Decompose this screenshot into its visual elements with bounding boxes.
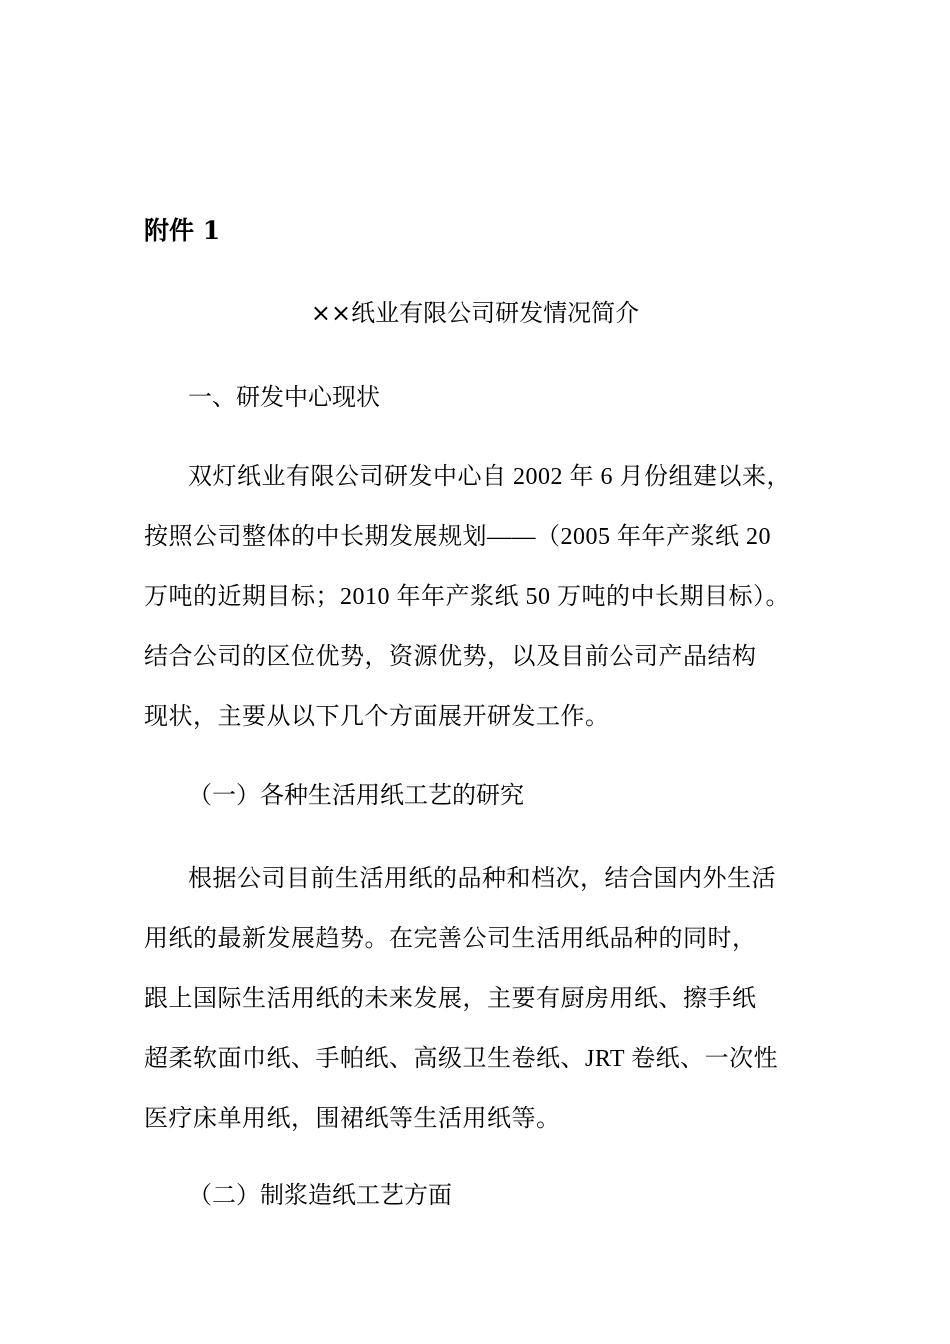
subsection-heading-pulping-papermaking: （二）制浆造纸工艺方面 [188,1181,452,1209]
paragraph-line: 用纸的最新发展趋势。在完善公司生活用纸品种的同时， [144,926,757,952]
section-heading-rd-center-status: 一、研发中心现状 [188,383,380,411]
paragraph-line: 跟上国际生活用纸的未来发展，主要有厨房用纸、擦手纸 [144,986,757,1012]
paragraph-line: 按照公司整体的中长期发展规划——（2005 年年产浆纸 20 [144,524,771,550]
attachment-label: 附件 1 [144,216,221,245]
document-title: ××纸业有限公司研发情况简介 [310,299,640,327]
paragraph-line: 万吨的近期目标；2010 年年产浆纸 50 万吨的中长期目标）。 [144,584,790,610]
section1-paragraph [144,447,806,747]
paragraph-line: 双灯纸业有限公司研发中心自 2002 年 6 月份组建以来， [188,464,791,490]
paragraph-line: 超柔软面巾纸、手帕纸、高级卫生卷纸、JRT 卷纸、一次性 [144,1046,779,1072]
paragraph-line: 结合公司的区位优势，资源优势，以及目前公司产品结构 [144,644,757,670]
subsection1-paragraph [144,849,806,1149]
subsection-heading-tissue-paper-research: （一）各种生活用纸工艺的研究 [188,781,524,809]
paragraph-line: 根据公司目前生活用纸的品种和档次，结合国内外生活 [188,866,776,892]
paragraph-line: 医疗床单用纸，围裙纸等生活用纸等。 [144,1106,561,1132]
paragraph-line: 现状，主要从以下几个方面展开研发工作。 [144,704,610,730]
